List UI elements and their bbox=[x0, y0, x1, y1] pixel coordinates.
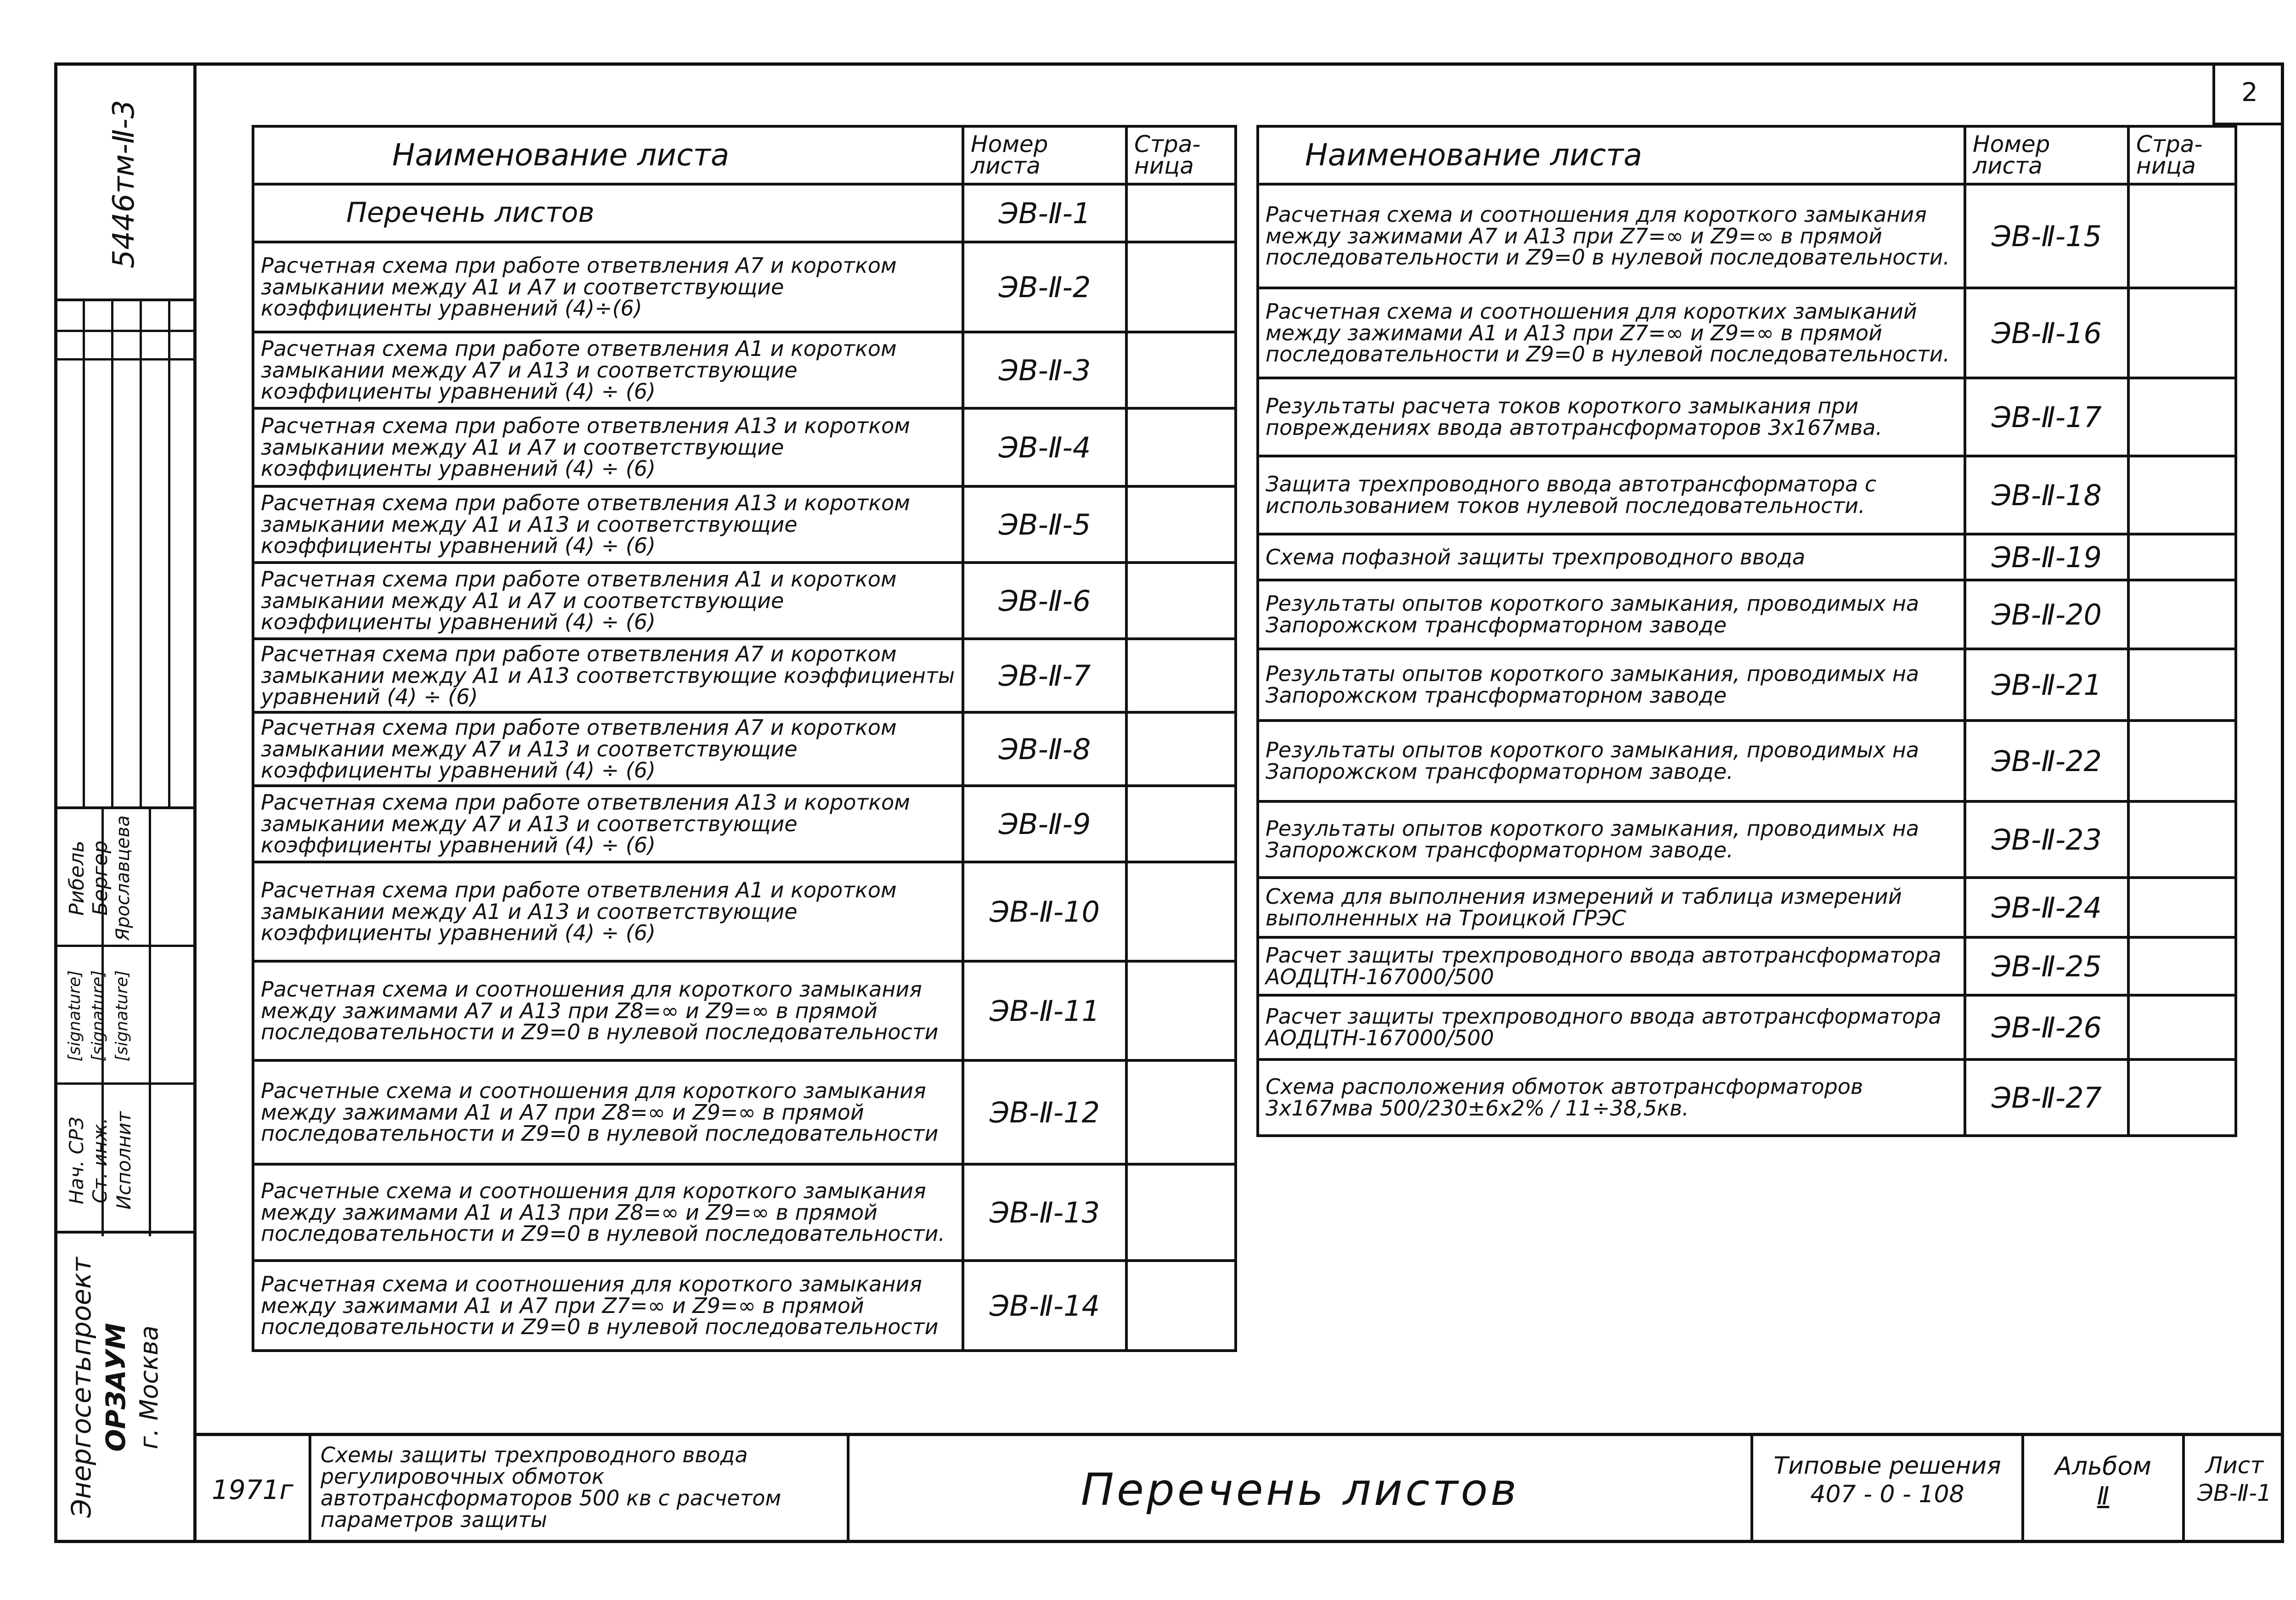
sheet-title: Перечень листов bbox=[1080, 1464, 1519, 1515]
sheet-number-cell: ЭВ-Ⅱ-12 bbox=[963, 1060, 1126, 1164]
sheet-name: Схема расположения обмоток автотрансформаторов 3х167мва 500/230±6х2% / 11÷38,5кв. bbox=[1258, 1059, 1965, 1136]
role-label-1: Нач. СРЗ bbox=[65, 1116, 88, 1205]
year-cell bbox=[197, 1436, 311, 1543]
role-name-2: Бергер bbox=[89, 840, 112, 916]
sheet-number-cell: ЭВ-Ⅱ-26 bbox=[1965, 995, 2128, 1059]
table-row bbox=[253, 786, 1236, 862]
sheet-number-cell: ЭВ-Ⅱ-16 bbox=[1965, 288, 2128, 378]
table-row bbox=[1258, 288, 2236, 378]
table-row bbox=[1258, 534, 2236, 580]
sheet-cell bbox=[2185, 1436, 2284, 1543]
sheet-number-cell: ЭВ-Ⅱ-6 bbox=[963, 563, 1126, 639]
org-line-3: г. Москва bbox=[135, 1325, 163, 1449]
table-row bbox=[1258, 649, 2236, 721]
album-value: Ⅱ bbox=[2097, 1481, 2110, 1510]
page-cell bbox=[1126, 332, 1236, 408]
page-cell bbox=[2128, 937, 2236, 995]
role-name-1: Рибель bbox=[65, 840, 89, 916]
table-row bbox=[253, 639, 1236, 712]
table-row bbox=[253, 712, 1236, 786]
doc-code: 5446тм-Ⅱ-3 bbox=[107, 100, 141, 269]
doc-code-box bbox=[54, 62, 197, 301]
sheet-name: Расчетная схема и соотношения для короткого замыкания между зажимами А1 и А7 при Z7=∞ и Z9=∞ в прямой последовательности и Z9=0 в нулевой последовательности bbox=[253, 1261, 963, 1351]
sheet-name: Расчетная схема при работе ответвления А13 и коротком замыкании между А7 и А13 и соответствующие коэффициенты уравнений (4) ÷ (6) bbox=[253, 786, 963, 862]
sheet-name: Расчетная схема и соотношения для коротких замыканий между зажимами А1 и А13 при Z7=∞ и Z9=∞ в прямой последовательности и Z9=0 в нулевой последовательности. bbox=[1258, 288, 1965, 378]
table-row bbox=[253, 408, 1236, 486]
sheet-number-cell: ЭВ-Ⅱ-18 bbox=[1965, 456, 2128, 534]
page-cell bbox=[1126, 486, 1236, 563]
table-row bbox=[253, 242, 1236, 332]
sheet-list-table-right bbox=[1256, 125, 2237, 1137]
sheet-number-cell: ЭВ-Ⅱ-20 bbox=[1965, 580, 2128, 649]
page-cell bbox=[2128, 534, 2236, 580]
sheet-number-cell: ЭВ-Ⅱ-5 bbox=[963, 486, 1126, 563]
sheet-number-cell: ЭВ-Ⅱ-21 bbox=[1965, 649, 2128, 721]
sheet-name: Результаты опытов короткого замыкания, проводимых на Запорожском трансформаторном заводе bbox=[1258, 649, 1965, 721]
sheet-number-cell: ЭВ-Ⅱ-24 bbox=[1965, 878, 2128, 937]
header-name: Наименование листа bbox=[1258, 126, 1965, 184]
page-cell bbox=[1126, 563, 1236, 639]
table-row bbox=[1258, 184, 2236, 288]
header-number: Номер листа bbox=[1965, 126, 2128, 184]
sheet-name: Защита трехпроводного ввода автотрансформатора с использованием токов нулевой последовательности. bbox=[1258, 456, 1965, 534]
page-cell bbox=[2128, 184, 2236, 288]
sheet-number-cell: ЭВ-Ⅱ-4 bbox=[963, 408, 1126, 486]
table-row bbox=[1258, 878, 2236, 937]
description: Схемы защиты трехпроводного ввода регулировочных обмоток автотрансформаторов 500 кв с расчетом параметров защиты bbox=[321, 1442, 782, 1532]
year: 1971г bbox=[211, 1474, 294, 1505]
header-name: Наименование листа bbox=[253, 126, 963, 184]
sheet-number-cell: ЭВ-Ⅱ-2 bbox=[963, 242, 1126, 332]
sheet-number-cell: ЭВ-Ⅱ-8 bbox=[963, 712, 1126, 786]
album-cell bbox=[2024, 1436, 2185, 1543]
sheet-name: Расчетная схема при работе ответвления А7 и коротком замыкании между А1 и А13 соответствующие коэффициенты уравнений (4) ÷ (6) bbox=[253, 639, 963, 712]
table-row bbox=[253, 184, 1236, 242]
organization-block bbox=[54, 1234, 197, 1543]
page-cell bbox=[1126, 1261, 1236, 1351]
sheet-number-cell: ЭВ-Ⅱ-27 bbox=[1965, 1059, 2128, 1136]
table-row bbox=[253, 961, 1236, 1060]
sheet-value: ЭВ-Ⅱ-1 bbox=[2197, 1480, 2272, 1506]
sheet-name: Расчетные схема и соотношения для короткого замыкания между зажимами А1 и А13 при Z8=∞ и Z9=∞ в прямой последовательности и Z9=0 в нулевой последовательности. bbox=[253, 1164, 963, 1261]
series-value: 407 - 0 - 108 bbox=[1810, 1481, 1964, 1509]
sheet-name: Результаты опытов короткого замыкания, проводимых на Запорожском трансформаторном заводе bbox=[1258, 580, 1965, 649]
page-cell bbox=[1126, 639, 1236, 712]
signature-3: [signature] bbox=[113, 970, 131, 1062]
sheet-number-cell: ЭВ-Ⅱ-7 bbox=[963, 639, 1126, 712]
table-row bbox=[1258, 378, 2236, 456]
sheet-number-cell: ЭВ-Ⅱ-14 bbox=[963, 1261, 1126, 1351]
sheet-list-table-left bbox=[252, 125, 1237, 1352]
sheet-number-cell: ЭВ-Ⅱ-15 bbox=[1965, 184, 2128, 288]
signatures-block bbox=[54, 806, 197, 1234]
sheet-number-cell: ЭВ-Ⅱ-13 bbox=[963, 1164, 1126, 1261]
sheet-name: Расчетная схема при работе ответвления А1 и коротком замыкании между А7 и А13 и соответствующие коэффициенты уравнений (4) ÷ (6) bbox=[253, 332, 963, 408]
album-label: Альбом bbox=[2054, 1452, 2152, 1481]
table-row bbox=[1258, 1059, 2236, 1136]
table-row bbox=[1258, 995, 2236, 1059]
sheet-number-cell: ЭВ-Ⅱ-3 bbox=[963, 332, 1126, 408]
page-cell bbox=[1126, 862, 1236, 961]
sheet-name: Расчетная схема при работе ответвления А1 и коротком замыкании между А1 и А7 и соответствующие коэффициенты уравнений (4) ÷ (6) bbox=[253, 563, 963, 639]
sheet-number-cell: ЭВ-Ⅱ-23 bbox=[1965, 801, 2128, 878]
sheet-number: 2 bbox=[2212, 62, 2284, 125]
sheet-number-cell: ЭВ-Ⅱ-11 bbox=[963, 961, 1126, 1060]
sheet-title-cell bbox=[850, 1436, 1753, 1543]
page-cell bbox=[1126, 1164, 1236, 1261]
table-row bbox=[1258, 937, 2236, 995]
signature-2: [signature] bbox=[89, 970, 107, 1062]
sheet-label: Лист bbox=[2205, 1452, 2264, 1479]
sheet-name: Результаты опытов короткого замыкания, проводимых на Запорожском трансформаторном заводе. bbox=[1258, 721, 1965, 801]
sheet-name: Расчетная схема при работе ответвления А13 и коротком замыкании между А1 и А7 и соответствующие коэффициенты уравнений (4) ÷ (6) bbox=[253, 408, 963, 486]
page-cell bbox=[2128, 801, 2236, 878]
description-cell bbox=[311, 1436, 850, 1543]
signature-1: [signature] bbox=[65, 970, 84, 1062]
page-cell bbox=[1126, 242, 1236, 332]
table-row bbox=[253, 1261, 1236, 1351]
page-cell bbox=[2128, 649, 2236, 721]
page-cell bbox=[2128, 456, 2236, 534]
page-cell bbox=[1126, 712, 1236, 786]
sheet-name: Расчет защиты трехпроводного ввода автотрансформатора АОДЦТН-167000/500 bbox=[1258, 937, 1965, 995]
sheet-number-cell: ЭВ-Ⅱ-25 bbox=[1965, 937, 2128, 995]
series-label: Типовые решения bbox=[1773, 1452, 2001, 1480]
sheet-name: Схема для выполнения измерений и таблица измерений выполненных на Троицкой ГРЭС bbox=[1258, 878, 1965, 937]
sheet-name: Расчетная схема при работе ответвления А13 и коротком замыкании между А1 и А13 и соответствующие коэффициенты уравнений (4) ÷ (6) bbox=[253, 486, 963, 563]
sheet-name: Расчетная схема и соотношения для короткого замыкания между зажимами А7 и А13 при Z7=∞ и Z9=∞ в прямой последовательности и Z9=0 в нулевой последовательности. bbox=[1258, 184, 1965, 288]
table-row bbox=[1258, 580, 2236, 649]
page-cell bbox=[2128, 378, 2236, 456]
sheet-name: Расчетная схема при работе ответвления А1 и коротком замыкании между А1 и А13 и соответствующие коэффициенты уравнений (4) ÷ (6) bbox=[253, 862, 963, 961]
table-row bbox=[253, 332, 1236, 408]
table-row bbox=[253, 486, 1236, 563]
table-row bbox=[253, 563, 1236, 639]
sheet-name: Перечень листов bbox=[253, 184, 963, 242]
role-label-3: Исполнит bbox=[113, 1111, 135, 1210]
table-row bbox=[253, 1060, 1236, 1164]
sheet-name: Расчетная схема при работе ответвления А7 и коротком замыкании между А1 и А7 и соответствующие коэффициенты уравнений (4)÷(6) bbox=[253, 242, 963, 332]
page-cell bbox=[1126, 184, 1236, 242]
header-number: Номер листа bbox=[963, 126, 1126, 184]
empty-grid bbox=[54, 301, 197, 806]
sheet-number-cell: ЭВ-Ⅱ-1 bbox=[963, 184, 1126, 242]
sheet-number-cell: ЭВ-Ⅱ-19 bbox=[1965, 534, 2128, 580]
table-row bbox=[1258, 456, 2236, 534]
sheet-number-cell: ЭВ-Ⅱ-22 bbox=[1965, 721, 2128, 801]
page-cell bbox=[1126, 961, 1236, 1060]
series-cell bbox=[1753, 1436, 2024, 1543]
table-row bbox=[1258, 721, 2236, 801]
role-label-2: Ст. инж. bbox=[89, 1117, 111, 1204]
org-line-2: ОРЗАУМ bbox=[100, 1323, 131, 1452]
table-row bbox=[1258, 801, 2236, 878]
page-cell bbox=[1126, 1060, 1236, 1164]
header-page: Стра- ница bbox=[2128, 126, 2236, 184]
page-cell bbox=[2128, 580, 2236, 649]
page-cell bbox=[2128, 721, 2236, 801]
sheet-number-cell: ЭВ-Ⅱ-9 bbox=[963, 786, 1126, 862]
table-row bbox=[253, 862, 1236, 961]
role-name-3: Ярославцева bbox=[113, 815, 134, 941]
sheet-name: Результаты расчета токов короткого замыкания при повреждениях ввода автотрансформаторов 3х167мва. bbox=[1258, 378, 1965, 456]
page-cell bbox=[1126, 408, 1236, 486]
sheet-name: Расчетная схема и соотношения для короткого замыкания между зажимами А7 и А13 при Z8=∞ и Z9=∞ в прямой последовательности и Z9=0 в нулевой последовательности bbox=[253, 961, 963, 1060]
sheet-name: Схема пофазной защиты трехпроводного ввода bbox=[1258, 534, 1965, 580]
page-cell bbox=[2128, 878, 2236, 937]
page-cell bbox=[1126, 786, 1236, 862]
sheet-name: Расчетные схема и соотношения для короткого замыкания между зажимами А1 и А7 при Z8=∞ и Z9=∞ в прямой последовательности и Z9=0 в нулевой последовательности bbox=[253, 1060, 963, 1164]
page-cell bbox=[2128, 1059, 2236, 1136]
sheet-name: Расчет защиты трехпроводного ввода автотрансформатора АОДЦТН-167000/500 bbox=[1258, 995, 1965, 1059]
page-cell bbox=[2128, 288, 2236, 378]
header-page: Стра- ница bbox=[1126, 126, 1236, 184]
sheet-name: Расчетная схема при работе ответвления А7 и коротком замыкании между А7 и А13 и соответствующие коэффициенты уравнений (4) ÷ (6) bbox=[253, 712, 963, 786]
page-cell bbox=[2128, 995, 2236, 1059]
table-row bbox=[253, 1164, 1236, 1261]
title-block bbox=[197, 1433, 2284, 1543]
sheet-number-cell: ЭВ-Ⅱ-10 bbox=[963, 862, 1126, 961]
sheet-number-cell: ЭВ-Ⅱ-17 bbox=[1965, 378, 2128, 456]
sheet-name: Результаты опытов короткого замыкания, проводимых на Запорожском трансформаторном заводе. bbox=[1258, 801, 1965, 878]
org-line-1: Энергосетьпроект bbox=[66, 1257, 97, 1518]
